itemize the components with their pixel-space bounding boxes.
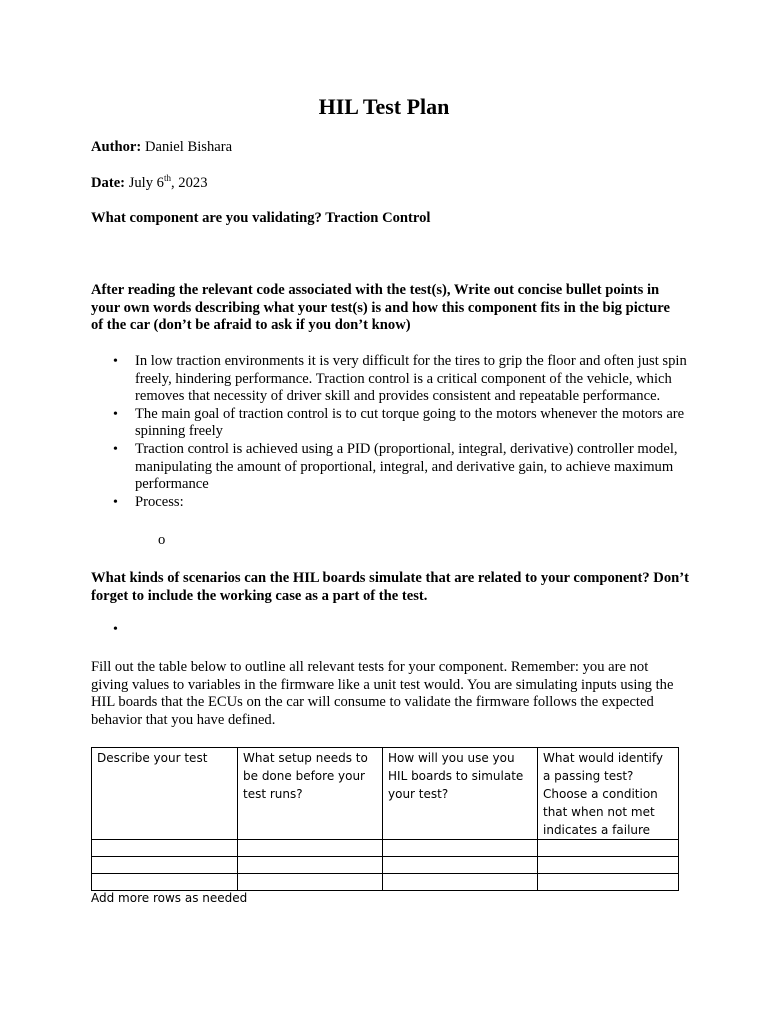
table-cell[interactable]: [538, 840, 679, 857]
question-scenarios: What kinds of scenarios can the HIL boards simulate that are related to your component? Don’t forget to include the working case as a part of the test.: [91, 570, 689, 604]
table-header-cell: What would identify a passing test? Choose a condition that when not met indicates a failure: [538, 748, 679, 840]
table-cell[interactable]: [238, 857, 383, 874]
component-question: What component are you validating? Traction Control: [91, 210, 431, 226]
bullet-icon: •: [113, 406, 118, 422]
list-item: • The main goal of traction control is to cut torque going to the motors whenever the motors are spinning freely: [113, 405, 685, 440]
table-cell[interactable]: [383, 840, 538, 857]
bullet-icon: •: [113, 354, 118, 369]
author-value: Daniel Bishara: [144, 139, 233, 155]
bullet-list: [91, 353, 691, 511]
table-row: [92, 840, 679, 857]
date-line: [91, 174, 207, 192]
table-header-row: [92, 748, 679, 840]
table-cell[interactable]: [383, 874, 538, 891]
table-instructions: Fill out the table below to outline all relevant tests for your component. Remember: you are not giving values to variables in the firmware like a unit test would. You are simulating inputs using the HIL boards that the ECUs on the car will consume to validate the firmware follows the expected behavior that you have defined.: [91, 659, 674, 728]
table-cell[interactable]: [92, 874, 238, 891]
table-cell[interactable]: [92, 840, 238, 857]
bullet-icon: •: [113, 494, 118, 510]
sub-bullet-icon: o: [158, 532, 166, 548]
list-item: • Process:: [113, 493, 184, 510]
question-code-summary: After reading the relevant code associated with the test(s), Write out concise bullet points in your own words describing what your test(s) is and how this component fits in the big picture of the car (don’t be afraid to ask if you don’t know): [91, 282, 670, 334]
table-cell[interactable]: [238, 840, 383, 857]
table-cell[interactable]: [538, 874, 679, 891]
table-cell[interactable]: [538, 857, 679, 874]
table-row: [92, 874, 679, 891]
table-header-cell: How will you use you HIL boards to simulate your test?: [383, 748, 538, 840]
document-title: HIL Test Plan: [318, 94, 450, 119]
table-header-cell: Describe your test: [92, 748, 238, 840]
date-label: Date:: [91, 175, 126, 191]
author-label: Author:: [91, 139, 142, 155]
author-line: [91, 138, 232, 156]
table-header-cell: What setup needs to be done before your test runs?: [238, 748, 383, 840]
table-cell[interactable]: [383, 857, 538, 874]
list-item: • Traction control is achieved using a PID (proportional, integral, derivative) controller model, manipulating the amount of proportional, integral, and derivative gain, to achieve maximum performance: [113, 440, 678, 493]
table-row: [92, 857, 679, 874]
test-plan-table: [91, 747, 679, 891]
table-note: Add more rows as needed: [91, 891, 248, 905]
table-cell[interactable]: [238, 874, 383, 891]
bullet-icon: •: [113, 441, 118, 457]
empty-bullet-icon: •: [113, 622, 118, 637]
list-item: • In low traction environments it is very difficult for the tires to grip the floor and often just spin freely, hindering performance. Traction control is a critical component of the vehicle, which removes that necessity of driver skill and provides consistent and repeatable performance.: [113, 353, 687, 405]
table-cell[interactable]: [92, 857, 238, 874]
date-value: July 6th, 2023: [128, 173, 208, 191]
